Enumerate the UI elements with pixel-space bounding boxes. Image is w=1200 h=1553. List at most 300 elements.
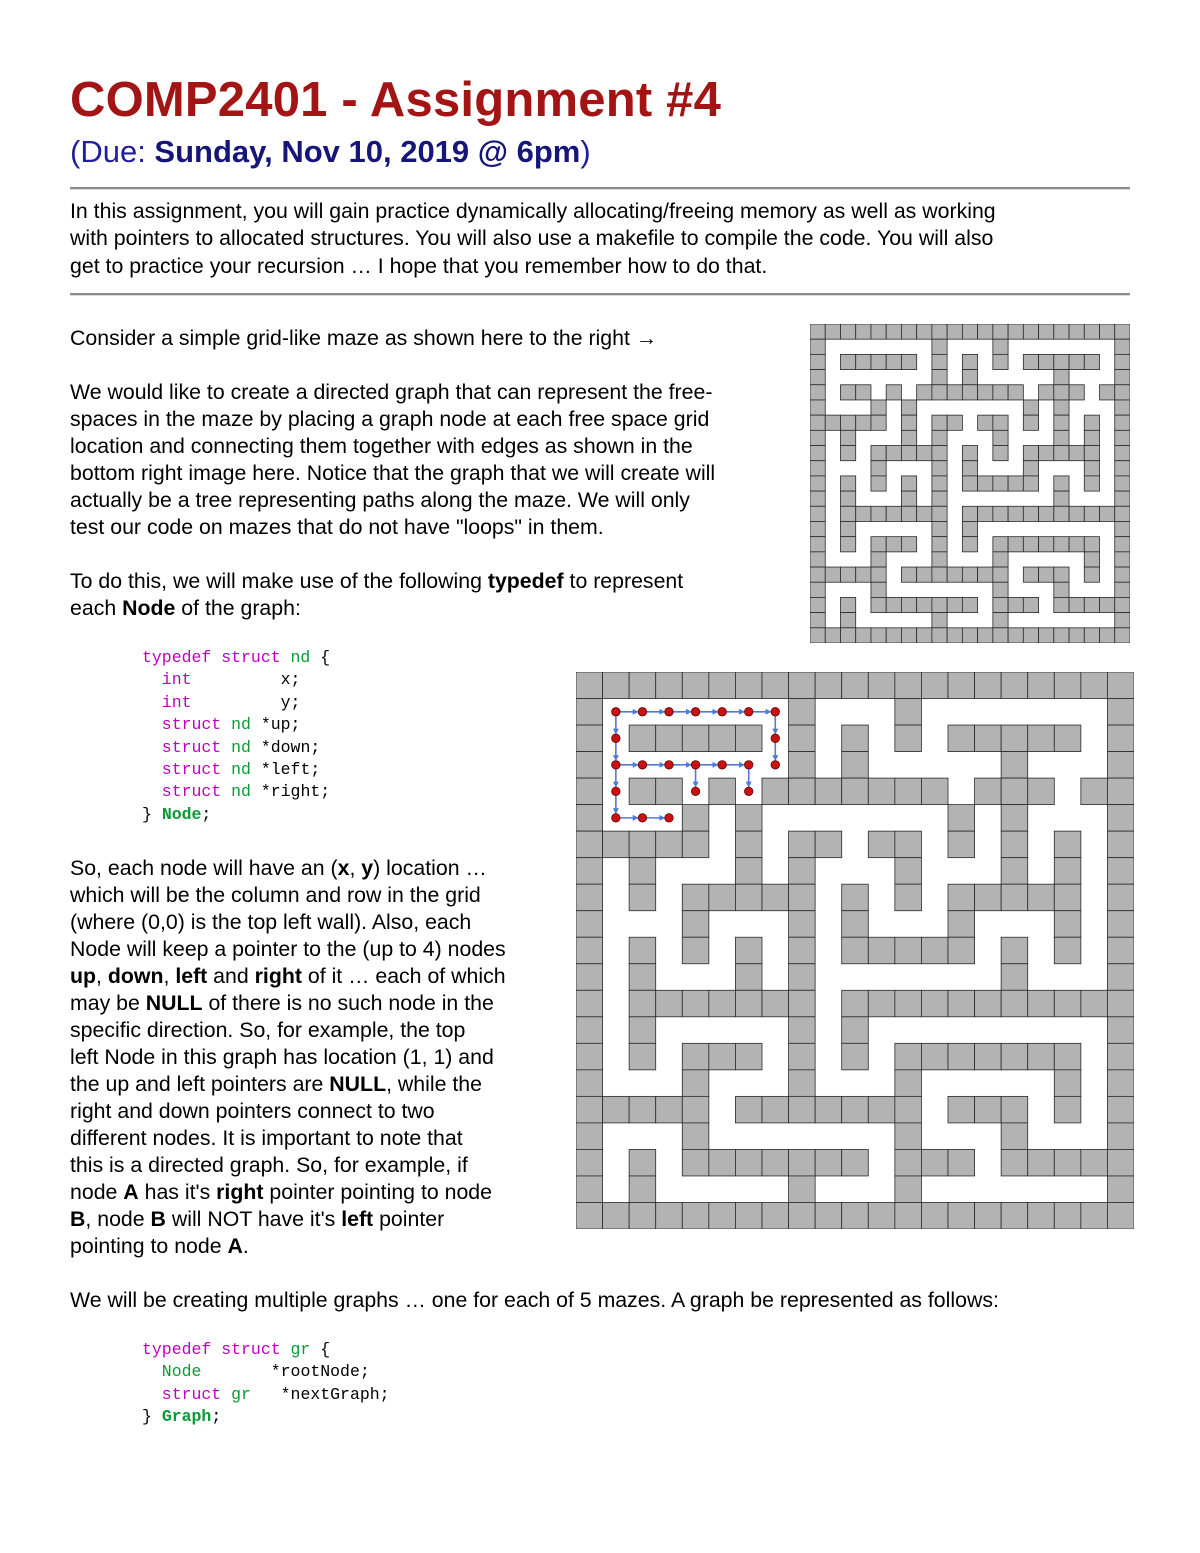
maze-wall-cell bbox=[789, 884, 816, 911]
maze-wall-cell bbox=[1100, 324, 1115, 339]
maze-wall-cell bbox=[1001, 1096, 1028, 1123]
maze-wall-cell bbox=[576, 725, 603, 752]
node-struct-code bbox=[142, 647, 330, 826]
maze-wall-cell bbox=[1084, 354, 1099, 369]
maze-wall-cell bbox=[871, 552, 886, 567]
maze-wall-cell bbox=[975, 1202, 1002, 1229]
maze-wall-cell bbox=[1100, 385, 1115, 400]
maze-wall-cell bbox=[978, 476, 993, 491]
maze-wall-cell bbox=[1069, 506, 1084, 521]
maze-wall-cell bbox=[1107, 1070, 1134, 1097]
code-text: *left; bbox=[250, 759, 321, 779]
maze-wall-cell bbox=[825, 567, 840, 582]
maze-wall-cell bbox=[1069, 354, 1084, 369]
code-text: y; bbox=[191, 692, 301, 712]
maze-wall-cell bbox=[932, 521, 947, 536]
maze-wall-cell bbox=[1023, 461, 1038, 476]
maze-wall-cell bbox=[682, 1096, 709, 1123]
intro-line: In this assignment, you will gain practice dynamically allocating/freeing memory as well as working bbox=[70, 199, 996, 223]
maze-wall-cell bbox=[815, 778, 842, 805]
maze-wall-cell bbox=[1008, 385, 1023, 400]
maze-wall-cell bbox=[629, 1176, 656, 1203]
graph-node bbox=[665, 761, 673, 769]
maze-wall-cell bbox=[1054, 537, 1069, 552]
maze-wall-cell bbox=[842, 990, 869, 1017]
explanation-line: which will be the column and row in the grid bbox=[70, 883, 481, 907]
maze-wall-cell bbox=[1054, 1149, 1081, 1176]
maze-wall-cell bbox=[842, 937, 869, 964]
maze-wall-cell bbox=[962, 506, 977, 521]
maze-wall-cell bbox=[709, 990, 736, 1017]
maze-wall-cell bbox=[917, 506, 932, 521]
maze-wall-cell bbox=[947, 597, 962, 612]
maze-wall-cell bbox=[810, 400, 825, 415]
maze-figure bbox=[810, 324, 1130, 643]
divider-bottom bbox=[70, 293, 1130, 295]
maze-wall-cell bbox=[789, 1176, 816, 1203]
maze-wall-cell bbox=[932, 628, 947, 643]
graph-node bbox=[744, 761, 752, 769]
code-text: *nextGraph; bbox=[250, 1384, 390, 1404]
graph-node bbox=[771, 761, 779, 769]
maze-wall-cell bbox=[1107, 1149, 1134, 1176]
maze-wall-cell bbox=[856, 506, 871, 521]
maze-wall-cell bbox=[947, 415, 962, 430]
maze-wall-cell bbox=[1107, 1043, 1134, 1070]
maze-wall-cell bbox=[840, 385, 855, 400]
maze-wall-cell bbox=[629, 1043, 656, 1070]
maze-wall-cell bbox=[1001, 937, 1028, 964]
code-type: nd bbox=[221, 782, 251, 802]
maze-wall-cell bbox=[789, 990, 816, 1017]
maze-wall-cell bbox=[932, 430, 947, 445]
maze-wall-cell bbox=[947, 324, 962, 339]
maze-wall-cell bbox=[840, 324, 855, 339]
maze-wall-cell bbox=[629, 990, 656, 1017]
maze-wall-cell bbox=[840, 430, 855, 445]
maze-wall-cell bbox=[886, 597, 901, 612]
explanation-line: right and down pointers connect to two bbox=[70, 1099, 435, 1123]
graph-paragraph-line: actually be a tree representing paths along the maze. We will only bbox=[70, 488, 690, 512]
maze-wall-cell bbox=[735, 1149, 762, 1176]
maze-wall-cell bbox=[576, 990, 603, 1017]
maze-wall-cell bbox=[1001, 831, 1028, 858]
code-type: nd bbox=[221, 759, 251, 779]
consider-line: Consider a simple grid-like maze as shown here to the right → bbox=[70, 326, 658, 350]
maze-wall-cell bbox=[709, 1149, 736, 1176]
maze-wall-cell bbox=[1054, 937, 1081, 964]
maze-wall-cell bbox=[576, 911, 603, 938]
maze-wall-cell bbox=[1084, 324, 1099, 339]
maze-wall-cell bbox=[1001, 1149, 1028, 1176]
maze-wall-cell bbox=[1054, 415, 1069, 430]
maze-wall-cell bbox=[576, 1070, 603, 1097]
graph-node bbox=[771, 708, 779, 716]
code-line bbox=[142, 781, 330, 803]
maze-wall-cell bbox=[629, 1096, 656, 1123]
code-line bbox=[142, 669, 330, 691]
maze-wall-cell bbox=[1084, 567, 1099, 582]
divider-top bbox=[70, 187, 1130, 189]
maze-wall-cell bbox=[815, 1096, 842, 1123]
text: each bbox=[70, 596, 123, 620]
maze-wall-cell bbox=[871, 597, 886, 612]
text: , bbox=[163, 964, 176, 988]
typedef-intro-line bbox=[70, 568, 715, 595]
maze-wall-cell bbox=[842, 725, 869, 752]
maze-wall-cell bbox=[901, 400, 916, 415]
maze-wall-cell bbox=[895, 937, 922, 964]
maze-wall-cell bbox=[886, 354, 901, 369]
maze-wall-cell bbox=[810, 385, 825, 400]
code-type: gr bbox=[280, 1340, 311, 1359]
maze-wall-cell bbox=[815, 1149, 842, 1176]
maze-wall-cell bbox=[993, 430, 1008, 445]
maze-wall-cell bbox=[810, 537, 825, 552]
maze-wall-cell bbox=[978, 385, 993, 400]
maze-wall-cell bbox=[1107, 1202, 1134, 1229]
node-explanation bbox=[70, 855, 506, 1260]
maze-wall-cell bbox=[886, 324, 901, 339]
explanation-line bbox=[70, 963, 506, 990]
maze-wall-cell bbox=[656, 778, 683, 805]
explanation-line bbox=[70, 1233, 506, 1260]
bold-left: left bbox=[341, 1207, 374, 1231]
maze-wall-cell bbox=[1115, 552, 1130, 567]
maze-wall-cell bbox=[682, 805, 709, 832]
maze-wall-cell bbox=[978, 506, 993, 521]
maze-wall-cell bbox=[682, 1202, 709, 1229]
code-type: gr bbox=[221, 1384, 251, 1404]
maze-wall-cell bbox=[1023, 354, 1038, 369]
maze-wall-cell bbox=[1115, 446, 1130, 461]
bold-right: right bbox=[216, 1180, 264, 1204]
intro-line: with pointers to allocated structures. You will also use a makefile to compile the code. You will also bbox=[70, 226, 994, 251]
page-title: COMP2401 - Assignment #4 bbox=[70, 73, 722, 127]
maze-wall-cell bbox=[842, 884, 869, 911]
maze-wall-cell bbox=[789, 672, 816, 699]
maze-wall-cell bbox=[1001, 884, 1028, 911]
maze-wall-cell bbox=[932, 491, 947, 506]
maze-wall-cell bbox=[868, 1202, 895, 1229]
maze-wall-cell bbox=[993, 582, 1008, 597]
explanation-line bbox=[70, 1206, 506, 1233]
maze-wall-cell bbox=[1054, 430, 1069, 445]
maze-wall-cell bbox=[629, 964, 656, 991]
maze-wall-cell bbox=[682, 1149, 709, 1176]
code-keyword: struct bbox=[142, 715, 222, 735]
text: To do this, we will make use of the following bbox=[70, 569, 488, 593]
code-text: ; bbox=[201, 804, 212, 824]
maze-wall-cell bbox=[962, 628, 977, 643]
maze-wall-cell bbox=[1115, 597, 1130, 612]
maze-wall-cell bbox=[1054, 831, 1081, 858]
maze-wall-cell bbox=[1008, 476, 1023, 491]
code-line bbox=[142, 1384, 390, 1406]
maze-wall-cell bbox=[948, 1202, 975, 1229]
maze-wall-cell bbox=[868, 937, 895, 964]
due-close: ) bbox=[580, 134, 591, 169]
maze-wall-cell bbox=[1054, 597, 1069, 612]
maze-wall-cell bbox=[840, 521, 855, 536]
text: of it … each of which bbox=[301, 964, 506, 988]
maze-wall-cell bbox=[1023, 476, 1038, 491]
maze-wall-cell bbox=[901, 506, 916, 521]
maze-wall-cell bbox=[921, 672, 948, 699]
maze-wall-cell bbox=[975, 672, 1002, 699]
maze-wall-cell bbox=[603, 831, 630, 858]
text: ) location … bbox=[373, 856, 487, 880]
maze-wall-cell bbox=[842, 1017, 869, 1044]
bold-b: B bbox=[150, 1207, 166, 1231]
maze-wall-cell bbox=[948, 725, 975, 752]
graph-node bbox=[612, 814, 620, 822]
maze-wall-cell bbox=[932, 613, 947, 628]
maze-wall-cell bbox=[789, 1149, 816, 1176]
maze-wall-cell bbox=[789, 752, 816, 779]
maze-wall-cell bbox=[993, 476, 1008, 491]
maze-wall-cell bbox=[735, 725, 762, 752]
maze-wall-cell bbox=[762, 1149, 789, 1176]
maze-wall-cell bbox=[895, 858, 922, 885]
maze-wall-cell bbox=[993, 354, 1008, 369]
bold-b: B bbox=[70, 1207, 86, 1231]
maze-wall-cell bbox=[656, 1096, 683, 1123]
maze-wall-cell bbox=[895, 1176, 922, 1203]
maze-wall-cell bbox=[871, 400, 886, 415]
maze-wall-cell bbox=[962, 354, 977, 369]
maze-wall-cell bbox=[993, 324, 1008, 339]
maze-wall-cell bbox=[810, 506, 825, 521]
code-keyword: struct bbox=[142, 737, 222, 757]
maze-wall-cell bbox=[1100, 506, 1115, 521]
maze-wall-cell bbox=[1023, 537, 1038, 552]
code-line bbox=[142, 1339, 390, 1361]
maze-wall-cell bbox=[1069, 385, 1084, 400]
maze-wall-cell bbox=[921, 937, 948, 964]
maze-wall-cell bbox=[962, 521, 977, 536]
maze-wall-cell bbox=[1069, 324, 1084, 339]
text: has it's bbox=[138, 1180, 217, 1204]
maze-wall-cell bbox=[886, 628, 901, 643]
maze-wall-cell bbox=[901, 446, 916, 461]
graph-node bbox=[691, 708, 699, 716]
maze-wall-cell bbox=[1115, 400, 1130, 415]
maze-wall-cell bbox=[978, 628, 993, 643]
maze-wall-cell bbox=[629, 884, 656, 911]
bold-left: left bbox=[175, 964, 208, 988]
maze-wall-cell bbox=[709, 884, 736, 911]
maze-wall-cell bbox=[932, 597, 947, 612]
maze-wall-cell bbox=[810, 354, 825, 369]
maze-wall-cell bbox=[576, 937, 603, 964]
maze-wall-cell bbox=[789, 831, 816, 858]
maze-wall-cell bbox=[810, 430, 825, 445]
code-keyword: typedef struct bbox=[142, 648, 281, 667]
maze-wall-cell bbox=[1023, 415, 1038, 430]
maze-wall-cell bbox=[1028, 990, 1055, 1017]
maze-wall-cell bbox=[962, 324, 977, 339]
maze-wall-cell bbox=[789, 1070, 816, 1097]
maze-wall-cell bbox=[825, 415, 840, 430]
maze-wall-cell bbox=[895, 1149, 922, 1176]
text: node bbox=[70, 1180, 124, 1204]
maze-wall-cell bbox=[576, 778, 603, 805]
maze-wall-cell bbox=[810, 628, 825, 643]
maze-wall-cell bbox=[709, 672, 736, 699]
maze-wall-cell bbox=[1107, 752, 1134, 779]
maze-wall-cell bbox=[1081, 778, 1108, 805]
bold-up: up bbox=[70, 964, 97, 988]
maze-wall-cell bbox=[1028, 1149, 1055, 1176]
maze-wall-cell bbox=[962, 385, 977, 400]
maze-wall-cell bbox=[842, 1043, 869, 1070]
explanation-line: Node will keep a pointer to the (up to 4) nodes bbox=[70, 937, 506, 961]
code-type: Node bbox=[142, 1362, 202, 1382]
maze-wall-cell bbox=[1054, 628, 1069, 643]
maze-wall-cell bbox=[947, 385, 962, 400]
maze-wall-cell bbox=[576, 805, 603, 832]
maze-wall-cell bbox=[932, 537, 947, 552]
maze-wall-cell bbox=[842, 1149, 869, 1176]
maze-wall-cell bbox=[842, 752, 869, 779]
maze-wall-cell bbox=[1107, 858, 1134, 885]
maze-wall-cell bbox=[810, 552, 825, 567]
maze-wall-cell bbox=[1115, 324, 1130, 339]
maze-wall-cell bbox=[901, 537, 916, 552]
maze-wall-cell bbox=[895, 1123, 922, 1150]
intro-line: get to practice your recursion … I hope that you remember how to do that. bbox=[70, 253, 768, 278]
maze-wall-cell bbox=[1008, 324, 1023, 339]
maze-wall-cell bbox=[629, 672, 656, 699]
graph-node bbox=[638, 814, 646, 822]
maze-wall-cell bbox=[932, 552, 947, 567]
maze-wall-cell bbox=[871, 476, 886, 491]
multiple-graphs bbox=[70, 1287, 999, 1314]
maze-wall-cell bbox=[1081, 1149, 1108, 1176]
maze-wall-cell bbox=[1039, 324, 1054, 339]
maze-wall-cell bbox=[948, 884, 975, 911]
maze-wall-cell bbox=[1054, 476, 1069, 491]
maze-wall-cell bbox=[815, 672, 842, 699]
maze-wall-cell bbox=[1008, 506, 1023, 521]
maze-wall-cell bbox=[840, 354, 855, 369]
maze-wall-cell bbox=[810, 339, 825, 354]
maze-wall-cell bbox=[1107, 699, 1134, 726]
maze-wall-cell bbox=[948, 1149, 975, 1176]
maze-wall-cell bbox=[993, 385, 1008, 400]
explanation-line bbox=[70, 1179, 506, 1206]
maze-wall-cell bbox=[932, 476, 947, 491]
maze-wall-cell bbox=[810, 613, 825, 628]
graph-node bbox=[665, 814, 673, 822]
maze-wall-cell bbox=[815, 1202, 842, 1229]
spacer bbox=[70, 352, 715, 379]
maze-wall-cell bbox=[1107, 1176, 1134, 1203]
maze-wall-cell bbox=[1028, 725, 1055, 752]
graph-paragraph-line: We would like to create a directed graph that can represent the free- bbox=[70, 380, 713, 404]
maze-wall-cell bbox=[901, 354, 916, 369]
maze-wall-cell bbox=[789, 725, 816, 752]
maze-wall-cell bbox=[682, 911, 709, 938]
maze-wall-cell bbox=[576, 1176, 603, 1203]
maze-wall-cell bbox=[842, 1202, 869, 1229]
maze-wall-cell bbox=[871, 628, 886, 643]
maze-wall-cell bbox=[709, 778, 736, 805]
maze-wall-cell bbox=[576, 1043, 603, 1070]
code-line bbox=[142, 1406, 390, 1428]
bold-y: y bbox=[361, 856, 374, 880]
maze-wall-cell bbox=[576, 1123, 603, 1150]
maze-wall-cell bbox=[1115, 491, 1130, 506]
maze-wall-cell bbox=[842, 672, 869, 699]
maze-wall-cell bbox=[1054, 1096, 1081, 1123]
maze-wall-cell bbox=[947, 567, 962, 582]
maze-wall-cell bbox=[682, 672, 709, 699]
bold-a: A bbox=[227, 1234, 243, 1258]
maze-wall-cell bbox=[810, 476, 825, 491]
maze-wall-cell bbox=[840, 446, 855, 461]
maze-wall-cell bbox=[789, 937, 816, 964]
maze-wall-cell bbox=[576, 672, 603, 699]
maze-wall-cell bbox=[603, 1202, 630, 1229]
graph-paragraph-line: location and connecting them together with edges as shown in the bbox=[70, 434, 693, 458]
code-type: Node bbox=[161, 804, 202, 824]
bold-null: NULL bbox=[329, 1072, 387, 1096]
maze-wall-cell bbox=[825, 628, 840, 643]
graph-node bbox=[638, 708, 646, 716]
code-keyword: struct bbox=[142, 782, 222, 802]
maze-wall-cell bbox=[1115, 521, 1130, 536]
maze-wall-cell bbox=[629, 725, 656, 752]
maze-wall-cell bbox=[656, 672, 683, 699]
text: pointing to node bbox=[70, 1234, 228, 1258]
code-keyword: int bbox=[142, 670, 192, 690]
maze-wall-cell bbox=[948, 937, 975, 964]
maze-wall-cell bbox=[576, 1096, 603, 1123]
maze-wall-cell bbox=[1039, 537, 1054, 552]
maze-wall-cell bbox=[735, 884, 762, 911]
maze-wall-cell bbox=[735, 858, 762, 885]
code-text: *rootNode; bbox=[201, 1362, 370, 1382]
maze-wall-cell bbox=[895, 831, 922, 858]
maze-wall-cell bbox=[978, 567, 993, 582]
maze-wall-cell bbox=[682, 831, 709, 858]
maze-wall-cell bbox=[975, 884, 1002, 911]
maze-wall-cell bbox=[1107, 1017, 1134, 1044]
maze-wall-cell bbox=[789, 1202, 816, 1229]
maze-wall-cell bbox=[1100, 628, 1115, 643]
maze-wall-cell bbox=[895, 1202, 922, 1229]
maze-wall-cell bbox=[856, 567, 871, 582]
maze-wall-cell bbox=[1054, 725, 1081, 752]
maze-wall-cell bbox=[947, 628, 962, 643]
code-keyword: int bbox=[142, 692, 192, 712]
maze-wall-cell bbox=[1069, 446, 1084, 461]
maze-wall-cell bbox=[1023, 628, 1038, 643]
maze-wall-cell bbox=[842, 911, 869, 938]
maze-wall-cell bbox=[1054, 354, 1069, 369]
maze-wall-cell bbox=[1107, 1096, 1134, 1123]
maze-wall-cell bbox=[901, 324, 916, 339]
maze-wall-cell bbox=[993, 597, 1008, 612]
maze-wall-cell bbox=[917, 597, 932, 612]
maze-wall-cell bbox=[901, 476, 916, 491]
code-text: *down; bbox=[250, 737, 321, 757]
maze-wall-cell bbox=[895, 725, 922, 752]
maze-wall-cell bbox=[1115, 354, 1130, 369]
maze-wall-cell bbox=[1084, 476, 1099, 491]
